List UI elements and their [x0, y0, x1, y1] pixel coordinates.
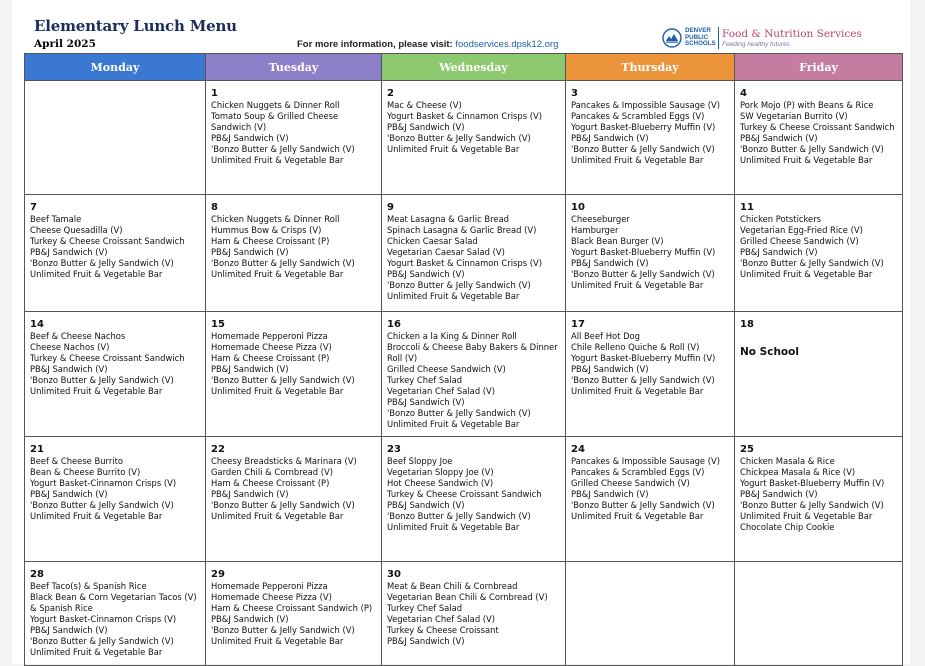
menu-item: Unlimited Fruit & Vegetable Bar [571, 280, 704, 290]
menu-item: Unlimited Fruit & Vegetable Bar [571, 511, 704, 521]
menu-item: Vegetarian Bean Chili & Cornbread (V) [387, 592, 548, 602]
week-row [25, 437, 903, 562]
menu-item: Unlimited Fruit & Vegetable Bar [740, 511, 873, 521]
menu-item: Homemade Pepperoni Pizza [211, 331, 328, 341]
day-number: 3 [571, 88, 578, 99]
menu-item: Black Bean Burger (V) [571, 236, 664, 246]
day-cell [25, 437, 206, 562]
day-cell [566, 437, 735, 562]
menu-item: Yogurt Basket-Cinnamon Crisps (V) [30, 478, 177, 488]
menu-item: Meat Lasagna & Garlic Bread [387, 214, 509, 224]
menu-item: 'Bonzo Butter & Jelly Sandwich (V) [30, 636, 174, 646]
day-number: 23 [387, 444, 401, 455]
menu-item: Vegetarian Sloppy Joe (V) [387, 467, 494, 477]
day-number: 16 [387, 319, 401, 330]
day-number: 25 [740, 444, 754, 455]
dps-seal-icon [662, 28, 682, 48]
menu-item: Beef Tamale [30, 214, 82, 224]
menu-item: Pancakes & Impossible Sausage (V) [571, 456, 720, 466]
menu-item: Chicken Nuggets & Dinner Roll [211, 100, 340, 110]
menu-item: Chicken Potstickers [740, 214, 822, 224]
day-cell [206, 195, 382, 312]
header-thursday: Thursday [566, 54, 735, 81]
menu-page [12, 0, 910, 664]
day-number: 14 [30, 319, 44, 330]
menu-item: Turkey & Cheese Croissant [387, 625, 499, 635]
dps-line-1: DENVER [685, 27, 711, 34]
day-cell [735, 437, 903, 562]
menu-item: Ham & Cheese Croissant (P) [211, 353, 330, 363]
day-cell [566, 195, 735, 312]
menu-item: Cheese Quesadilla (V) [30, 225, 123, 235]
day-number: 10 [571, 202, 585, 213]
menu-item: Yogurt Basket-Cinnamon Crisps (V) [30, 614, 177, 624]
day-number: 17 [571, 319, 585, 330]
menu-item: 'Bonzo Butter & Jelly Sandwich (V) [571, 144, 715, 154]
menu-item: PB&J Sandwich (V) [387, 269, 465, 279]
day-number: 15 [211, 319, 225, 330]
day-cell [382, 437, 566, 562]
menu-item: Turkey & Cheese Croissant Sandwich [30, 353, 185, 363]
menu-item: Unlimited Fruit & Vegetable Bar [30, 647, 163, 657]
menu-item: Grilled Cheese Sandwich (V) [740, 236, 859, 246]
menu-item: Pork Mojo (P) with Beans & Rice [740, 100, 874, 110]
day-cell [206, 81, 382, 195]
menu-item: Unlimited Fruit & Vegetable Bar [30, 386, 163, 396]
menu-item: 'Bonzo Butter & Jelly Sandwich (V) [211, 258, 355, 268]
header-monday: Monday [25, 54, 206, 81]
menu-item: Unlimited Fruit & Vegetable Bar [211, 269, 344, 279]
week-row [25, 562, 903, 666]
menu-item: 'Bonzo Butter & Jelly Sandwich (V) [571, 269, 715, 279]
day-number: 2 [387, 88, 394, 99]
menu-item: Chocolate Chip Cookie [740, 522, 835, 532]
day-number: 7 [30, 202, 37, 213]
day-number: 30 [387, 569, 401, 580]
menu-item: Yogurt Basket-Blueberry Muffin (V) [571, 247, 716, 257]
menu-item: Chickpea Masala & Rice (V) [740, 467, 856, 477]
menu-item: 'Bonzo Butter & Jelly Sandwich (V) [387, 408, 531, 418]
menu-item: Turkey & Cheese Croissant Sandwich [30, 236, 185, 246]
menu-item: Meat & Bean Chili & Cornbread [387, 581, 518, 591]
menu-item: SW Vegetarian Burrito (V) [740, 111, 848, 121]
menu-item: Unlimited Fruit & Vegetable Bar [211, 511, 344, 521]
menu-item: 'Bonzo Butter & Jelly Sandwich (V) [571, 375, 715, 385]
day-cell [735, 81, 903, 195]
menu-item: Cheese Nachos (V) [30, 342, 110, 352]
menu-item: Unlimited Fruit & Vegetable Bar [387, 144, 520, 154]
day-cell [382, 195, 566, 312]
menu-item: 'Bonzo Butter & Jelly Sandwich (V) [211, 375, 355, 385]
logo-divider [718, 27, 719, 49]
info-line [297, 39, 558, 50]
menu-item: Unlimited Fruit & Vegetable Bar [30, 511, 163, 521]
menu-item: PB&J Sandwich (V) [30, 364, 108, 374]
menu-item: Pancakes & Scrambled Eggs (V) [571, 111, 705, 121]
menu-item: Unlimited Fruit & Vegetable Bar [740, 269, 873, 279]
day-cell [206, 312, 382, 437]
day-cell [735, 312, 903, 437]
day-cell [566, 562, 735, 666]
menu-item: PB&J Sandwich (V) [571, 364, 649, 374]
menu-item: Black Bean & Corn Vegetarian Tacos (V) & Spanish Rice [30, 592, 197, 613]
day-cell [735, 195, 903, 312]
menu-item: 'Bonzo Butter & Jelly Sandwich (V) [387, 133, 531, 143]
menu-item: Mac & Cheese (V) [387, 100, 462, 110]
menu-item: Pancakes & Impossible Sausage (V) [571, 100, 720, 110]
day-cell [382, 81, 566, 195]
info-prefix: For more information, please visit: [297, 39, 456, 50]
menu-month: April 2025 [34, 38, 96, 50]
day-number: 1 [211, 88, 218, 99]
menu-item: Spinach Lasagna & Garlic Bread (V) [387, 225, 537, 235]
menu-item: 'Bonzo Butter & Jelly Sandwich (V) [740, 144, 884, 154]
menu-item: PB&J Sandwich (V) [211, 247, 289, 257]
menu-item: PB&J Sandwich (V) [387, 636, 465, 646]
menu-item: Chicken a la King & Dinner Roll [387, 331, 517, 341]
menu-item: Unlimited Fruit & Vegetable Bar [740, 155, 873, 165]
week-row [25, 81, 903, 195]
day-cell [206, 437, 382, 562]
no-school-notice: No School [740, 346, 799, 358]
menu-item: Turkey Chef Salad [387, 603, 463, 613]
menu-item: PB&J Sandwich (V) [571, 258, 649, 268]
day-cell [735, 562, 903, 666]
menu-item: Yogurt Basket-Blueberry Muffin (V) [740, 478, 885, 488]
menu-item: PB&J Sandwich (V) [211, 614, 289, 624]
menu-item: Hot Cheese Sandwich (V) [387, 478, 494, 488]
day-cell [566, 81, 735, 195]
day-number: 8 [211, 202, 218, 213]
menu-item: Beef & Cheese Nachos [30, 331, 126, 341]
day-number: 21 [30, 444, 44, 455]
menu-item: Chicken Masala & Rice [740, 456, 835, 466]
menu-item: Cheesy Breadsticks & Marinara (V) [211, 456, 357, 466]
menu-item: Yogurt Basket & Cinnamon Crisps (V) [387, 258, 542, 268]
menu-item: PB&J Sandwich (V) [740, 133, 818, 143]
menu-item: 'Bonzo Butter & Jelly Sandwich (V) [211, 625, 355, 635]
menu-item: PB&J Sandwich (V) [30, 247, 108, 257]
menu-item: 'Bonzo Butter & Jelly Sandwich (V) [211, 144, 355, 154]
menu-item: Vegetarian Chef Salad (V) [387, 386, 496, 396]
menu-item: Homemade Pepperoni Pizza [211, 581, 328, 591]
day-number: 9 [387, 202, 394, 213]
menu-item: 'Bonzo Butter & Jelly Sandwich (V) [387, 280, 531, 290]
menu-item: PB&J Sandwich (V) [387, 500, 465, 510]
menu-item: Vegetarian Egg-Fried Rice (V) [740, 225, 863, 235]
menu-item: Homemade Cheese Pizza (V) [211, 342, 332, 352]
weekday-header-row [25, 54, 903, 81]
dps-line-3: SCHOOLS [685, 40, 716, 48]
menu-item: Tomato Soup & Grilled Cheese Sandwich (V) [211, 111, 339, 132]
day-number: 29 [211, 569, 225, 580]
day-number: 11 [740, 202, 754, 213]
header-tuesday: Tuesday [206, 54, 382, 81]
menu-item: Pancakes & Scrambled Eggs (V) [571, 467, 705, 477]
menu-item: Unlimited Fruit & Vegetable Bar [387, 291, 520, 301]
day-cell [25, 312, 206, 437]
menu-item: Grilled Cheese Sandwich (V) [571, 478, 690, 488]
menu-item: Unlimited Fruit & Vegetable Bar [211, 386, 344, 396]
menu-item: All Beef Hot Dog [571, 331, 640, 341]
menu-item: 'Bonzo Butter & Jelly Sandwich (V) [740, 500, 884, 510]
menu-item: Hummus Bow & Crisps (V) [211, 225, 322, 235]
menu-item: PB&J Sandwich (V) [740, 247, 818, 257]
day-cell [382, 312, 566, 437]
menu-item: Yogurt Basket-Blueberry Muffin (V) [571, 122, 716, 132]
day-cell [25, 195, 206, 312]
menu-item: Cheeseburger [571, 214, 630, 224]
menu-item: PB&J Sandwich (V) [211, 133, 289, 143]
menu-item: Unlimited Fruit & Vegetable Bar [387, 522, 520, 532]
menu-item: Beef & Cheese Burrito [30, 456, 124, 466]
menu-item: PB&J Sandwich (V) [571, 489, 649, 499]
day-number: 24 [571, 444, 585, 455]
menu-item: Chicken Nuggets & Dinner Roll [211, 214, 340, 224]
menu-item: PB&J Sandwich (V) [211, 364, 289, 374]
menu-item: PB&J Sandwich (V) [211, 489, 289, 499]
menu-item: Chile Relleno Quiche & Roll (V) [571, 342, 700, 352]
week-row [25, 195, 903, 312]
menu-item: Turkey Chef Salad [387, 375, 463, 385]
menu-item: Unlimited Fruit & Vegetable Bar [571, 155, 704, 165]
menu-item: PB&J Sandwich (V) [740, 489, 818, 499]
menu-item: Hamburger [571, 225, 619, 235]
info-link[interactable]: foodservices.dpsk12.org [455, 39, 559, 50]
menu-item: Garden Chili & Cornbread (V) [211, 467, 334, 477]
day-cell [382, 562, 566, 666]
week-row [25, 312, 903, 437]
menu-item: 'Bonzo Butter & Jelly Sandwich (V) [740, 258, 884, 268]
day-cell [25, 81, 206, 195]
menu-item: Turkey & Cheese Croissant Sandwich [387, 489, 542, 499]
menu-item: PB&J Sandwich (V) [571, 133, 649, 143]
logo-service-name: Food & Nutrition Services [722, 28, 862, 40]
menu-item: Unlimited Fruit & Vegetable Bar [387, 419, 520, 429]
menu-item: 'Bonzo Butter & Jelly Sandwich (V) [387, 511, 531, 521]
day-number: 4 [740, 88, 747, 99]
menu-item: Ham & Cheese Croissant Sandwich (P) [211, 603, 373, 613]
menu-item: Chicken Caesar Salad [387, 236, 478, 246]
header-friday: Friday [735, 54, 903, 81]
dps-line-2: PUBLIC [685, 33, 709, 41]
menu-item: 'Bonzo Butter & Jelly Sandwich (V) [30, 500, 174, 510]
menu-title: Elementary Lunch Menu [34, 17, 237, 35]
logo-tagline: Feeding healthy futures [722, 41, 790, 48]
day-cell [25, 562, 206, 666]
day-number: 22 [211, 444, 225, 455]
menu-item: Unlimited Fruit & Vegetable Bar [571, 386, 704, 396]
menu-item: Unlimited Fruit & Vegetable Bar [211, 636, 344, 646]
menu-item: Ham & Cheese Croissant (P) [211, 478, 330, 488]
menu-item: Grilled Cheese Sandwich (V) [387, 364, 506, 374]
menu-item: Unlimited Fruit & Vegetable Bar [30, 269, 163, 279]
day-cell [566, 312, 735, 437]
menu-item: Unlimited Fruit & Vegetable Bar [211, 155, 344, 165]
menu-item: Ham & Cheese Croissant (P) [211, 236, 330, 246]
menu-item: Yogurt Basket-Blueberry Muffin (V) [571, 353, 716, 363]
header-wednesday: Wednesday [382, 54, 566, 81]
menu-item: Turkey & Cheese Croissant Sandwich [740, 122, 895, 132]
menu-item: Broccoli & Cheese Baby Bakers & Dinner Roll (V) [387, 342, 558, 363]
menu-item: PB&J Sandwich (V) [387, 122, 465, 132]
menu-item: 'Bonzo Butter & Jelly Sandwich (V) [571, 500, 715, 510]
day-number: 18 [740, 319, 754, 330]
menu-calendar [24, 53, 903, 666]
menu-item: Vegetarian Chef Salad (V) [387, 614, 496, 624]
dps-logo [662, 26, 862, 50]
menu-item: Beef Taco(s) & Spanish Rice [30, 581, 147, 591]
menu-item: Beef Sloppy Joe [387, 456, 453, 466]
menu-item: 'Bonzo Butter & Jelly Sandwich (V) [30, 258, 174, 268]
menu-item: Yogurt Basket & Cinnamon Crisps (V) [387, 111, 542, 121]
day-number: 28 [30, 569, 44, 580]
menu-item: Homemade Cheese Pizza (V) [211, 592, 332, 602]
day-cell [206, 562, 382, 666]
menu-item: Vegetarian Caesar Salad (V) [387, 247, 505, 257]
menu-item: PB&J Sandwich (V) [387, 397, 465, 407]
menu-item: Bean & Cheese Burrito (V) [30, 467, 141, 477]
menu-item: PB&J Sandwich (V) [30, 625, 108, 635]
menu-item: 'Bonzo Butter & Jelly Sandwich (V) [211, 500, 355, 510]
dps-wordmark [685, 28, 716, 48]
menu-item: 'Bonzo Butter & Jelly Sandwich (V) [30, 375, 174, 385]
menu-item: PB&J Sandwich (V) [30, 489, 108, 499]
